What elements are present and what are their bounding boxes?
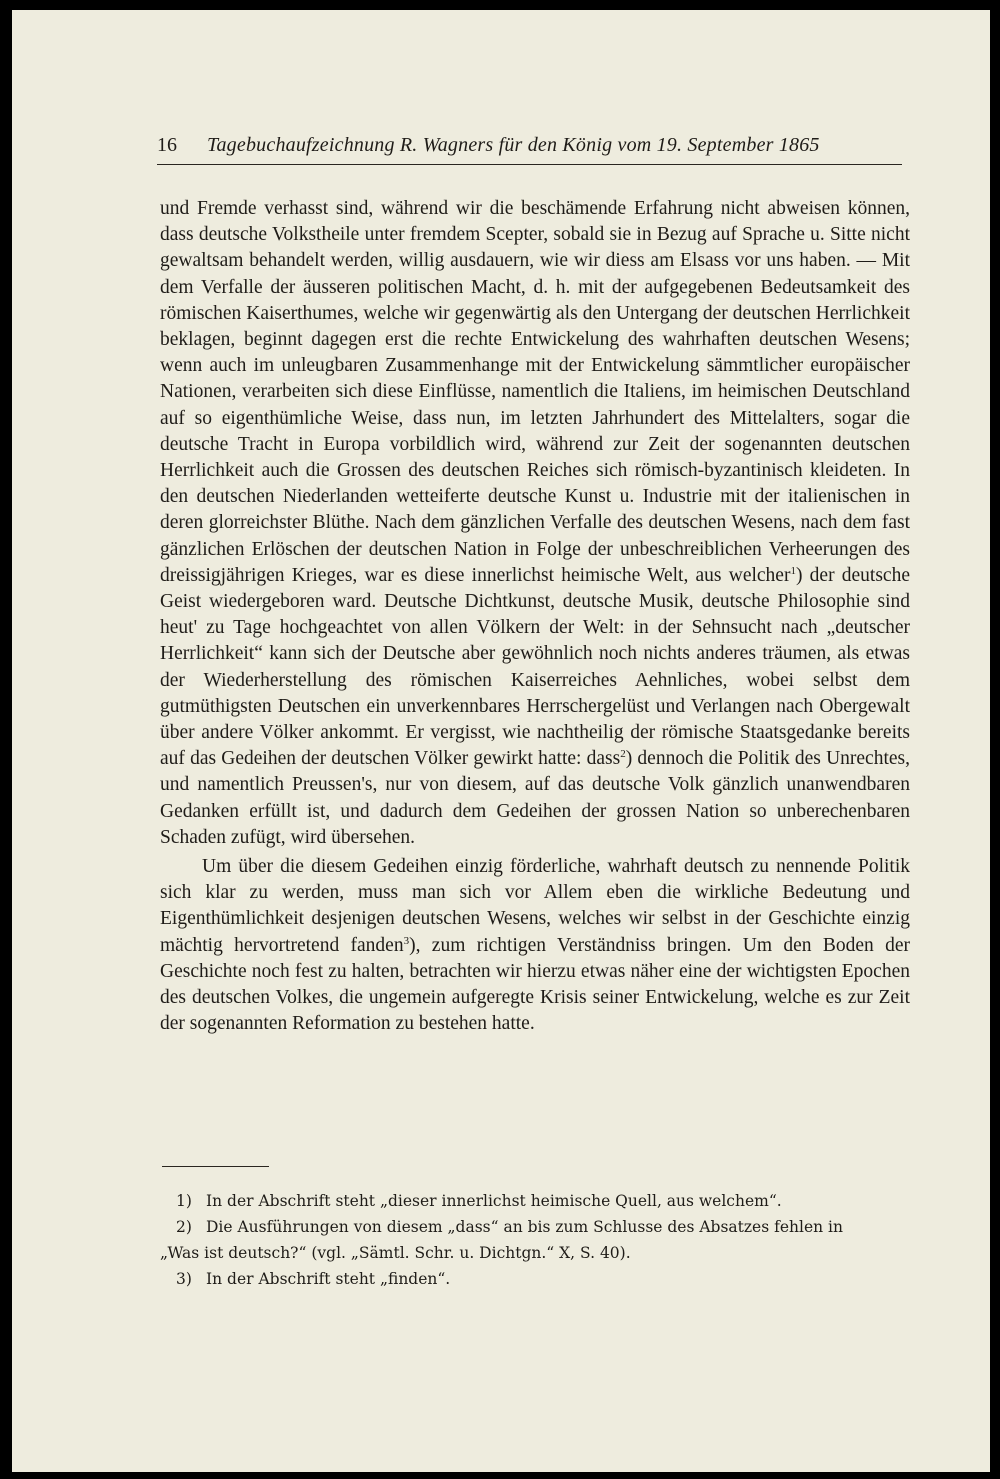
book-page bbox=[12, 10, 990, 1472]
paragraph-1-part-a: und Fremde verhasst sind, während wir die beschämende Erfahrung nicht abweisen können, dass deutsche Volkstheile unter fremdem Scepter, sobald sie in Bezug auf Sprache u. Sitte nicht gewaltsam behandelt werden, willig ausdauern, wie wir diess am Elsass vor uns haben. — Mit dem Verfalle der äusseren politischen Macht, d. h. mit der aufgegebenen Bedeutsamkeit des römischen Kaiserthumes, welche wir gegenwärtig als den Untergang der deutschen Herrlichkeit beklagen, beginnt dagegen erst die rechte Entwickelung des wahrhaften deutschen Wesens; wenn auch im unleugbaren Zusammenhange mit der Entwickelung sämmtlicher europäischer Nationen, verarbeiten sich diese Einflüsse, namentlich die Italiens, im heimischen Deutschland auf so eigenthümliche Weise, dass nun, im letzten Jahrhundert des Mittelalters, sogar die deutsche Tracht in Europa vorbildlich wird, während zur Zeit der sogenannten deutschen Herrlichkeit auch die Grossen des deutschen Reiches sich römisch-byzantinisch kleideten. In den deutschen Niederlanden wetteiferte deutsche Kunst u. Industrie mit der italienischen in deren glorreichster Blüthe. Nach dem gänzlichen Verfalle des deutschen Wesens, nach dem fast gänzlichen Erlöschen der deutschen Nation in Folge der unbeschreiblichen Verheerungen des dreissigjährigen Krieges, war es diese innerlichst heimische Welt, aus welcher bbox=[160, 198, 910, 586]
footnote-text: In der Abschrift steht „finden“. bbox=[206, 1270, 451, 1288]
footnote-ref-3: 3 bbox=[403, 934, 410, 947]
footnote-2-continuation: „Was ist deutsch?“ (vgl. „Sämtl. Schr. u. Dichtgn.“ X, S. 40). bbox=[160, 1244, 631, 1262]
footnote-mark: 3) bbox=[176, 1270, 192, 1288]
paragraph-2-part-a: Um über die diesem Gedeihen einzig förderliche, wahrhaft deutsch zu nennende Politik sich klar zu werden, muss man sich vor Allem eben die wirkliche Bedeutung und Eigenthümlichkeit desjenigen deutschen Wesens, welches wir selbst in der Geschichte einzig mächtig hervortretend fanden bbox=[160, 856, 910, 956]
running-title: Tagebuchaufzeichnung R. Wagners für den König vom 19. September 1865 bbox=[207, 134, 820, 156]
running-header bbox=[157, 128, 902, 165]
footnote-2 bbox=[160, 1214, 910, 1240]
footnotes bbox=[160, 1188, 910, 1292]
footnote-1 bbox=[160, 1188, 910, 1214]
footnote-3 bbox=[160, 1266, 910, 1292]
paragraph-2-part-b: ), zum richtigen Verständniss bringen. Um den Boden der Geschichte noch fest zu halten, betrachten wir hierzu etwas näher eine der wichtigsten Epochen des deutschen Volkes, die ungemein aufgeregte Krisis seiner Entwickelung, welche es zur Zeit der sogenannten Reformation zu bestehen hatte. bbox=[160, 934, 910, 1035]
paragraph-2 bbox=[160, 854, 910, 1037]
paragraph-1 bbox=[160, 196, 910, 851]
paragraph-1-part-b: ) der deutsche Geist wiedergeboren ward. Deutsche Dichtkunst, deutsche Musik, deutsche Philosophie sind heut' zu Tage hochgeachtet von allen Völkern der Welt: in der Sehnsucht nach „deutscher Herrlichkeit“ kann sich der Deutsche aber gewöhnlich noch nichts anderes träumen, als etwas der Wiederherstellung des römischen Kaiserreiches Aehnliches, wobei selbst dem gutmüthigsten Deutschen ein unverkennbares Herrschergelüst und Verlangen nach Obergewalt über andere Völker ankommt. Er vergisst, wie nachtheilig der römische Staatsgedanke bereits auf das Gedeihen der deutschen Völker gewirkt hatte: dass bbox=[160, 564, 910, 770]
footnote-ref-1: 1 bbox=[790, 564, 796, 577]
footnote-ref-2: 2 bbox=[620, 748, 626, 761]
footnote-mark: 2) bbox=[176, 1218, 192, 1236]
page-number: 16 bbox=[157, 134, 177, 156]
footnote-text: Die Ausführungen von diesem „dass“ an bis zum Schlusse des Absatzes fehlen in bbox=[206, 1218, 843, 1236]
main-text bbox=[160, 196, 910, 1038]
footnote-separator bbox=[162, 1166, 269, 1167]
footnote-text: In der Abschrift steht „dieser innerlichst heimische Quell, aus welchem“. bbox=[206, 1192, 782, 1210]
paragraph-1-part-c: ) dennoch die Politik des Unrechtes, und namentlich Preussen's, nur von diesem, auf das deutsche Volk gänzlich unanwendbaren Gedanken erfüllt ist, und dadurch dem Gedeihen der grossen Nation so unberechenbaren Schaden zufügt, wird übersehen. bbox=[160, 748, 910, 848]
footnote-mark: 1) bbox=[176, 1192, 192, 1210]
